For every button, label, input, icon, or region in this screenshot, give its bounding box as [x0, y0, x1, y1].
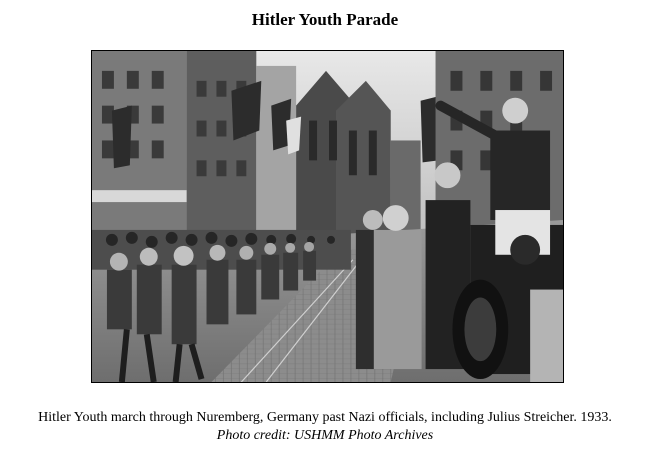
page-title: Hitler Youth Parade [251, 10, 399, 29]
photo-credit: Photo credit: USHMM Photo Archives [216, 428, 434, 443]
parade-photo [91, 50, 564, 383]
parade-photo-illustration [92, 51, 563, 382]
photo-caption: Hitler Youth march through Nuremberg, Germany past Nazi officials, including Julius Streicher. 1933. [38, 410, 612, 425]
